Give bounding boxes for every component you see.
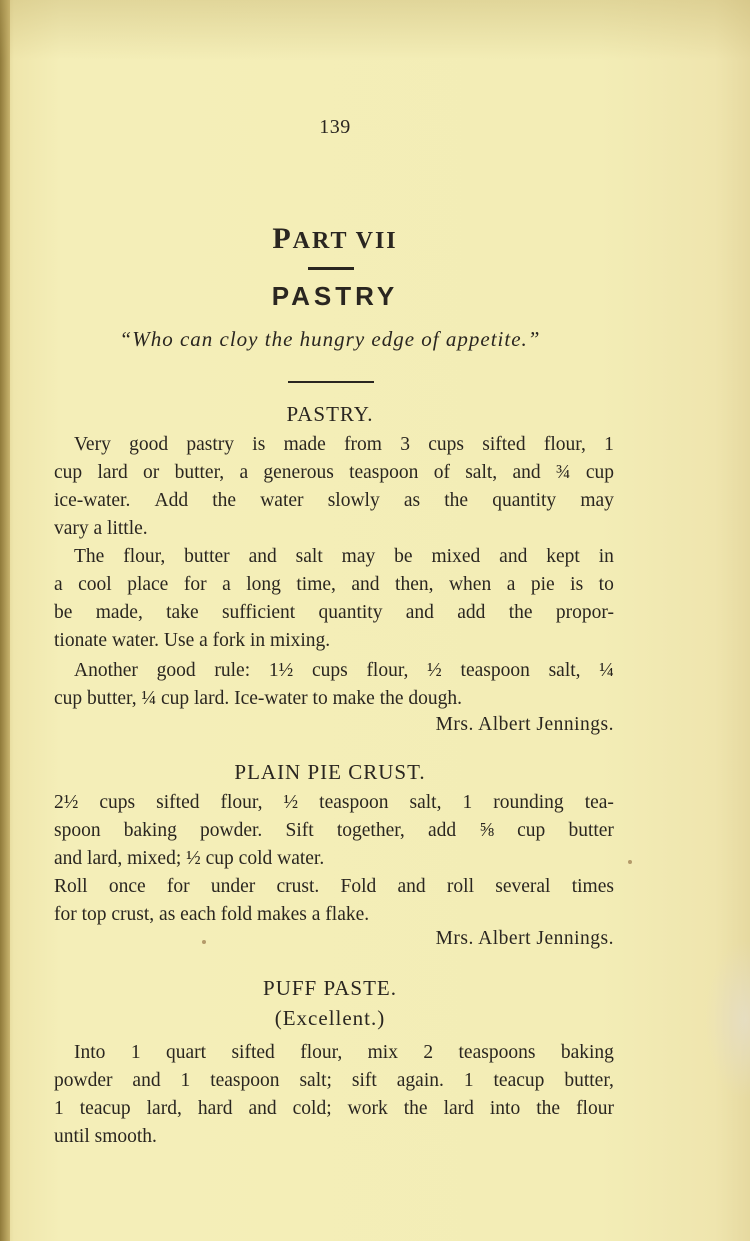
recipe-signature: Mrs. Albert Jennings.: [435, 928, 614, 949]
word: 1: [54, 1098, 64, 1119]
word: good: [156, 660, 196, 681]
word: sifted: [156, 792, 200, 813]
word: salt;: [299, 1070, 332, 1091]
text-line: [54, 818, 614, 844]
word: Fold: [340, 876, 377, 897]
word: work: [347, 1098, 388, 1119]
word: or: [143, 462, 160, 483]
word: butter,: [174, 462, 225, 483]
word: ¾: [555, 462, 571, 483]
word: cup: [517, 820, 546, 841]
part-heading: [0, 222, 670, 256]
word: quantity: [492, 490, 557, 511]
word: mixed: [431, 546, 481, 567]
word: long: [246, 574, 281, 595]
word: ½: [283, 792, 299, 813]
recipe-subtitle: (Excellent.): [274, 1006, 386, 1030]
word: cups: [311, 660, 348, 681]
word: teaspoons: [458, 1042, 536, 1063]
word: the: [212, 490, 237, 511]
text-line: [74, 432, 614, 458]
word: together,: [336, 820, 405, 841]
word: butter: [184, 546, 230, 567]
paper-stain: [705, 940, 750, 1100]
word: the: [536, 1098, 561, 1119]
word: be: [54, 602, 73, 623]
word: for: [166, 876, 190, 897]
word: sift: [351, 1070, 377, 1091]
word: flour: [576, 1098, 614, 1119]
text-line: [74, 1040, 614, 1066]
word: cold;: [292, 1098, 332, 1119]
page-number: 139: [319, 116, 351, 138]
word: rounding: [493, 792, 564, 813]
text-line: [54, 790, 614, 816]
word: sifted: [482, 434, 526, 455]
word: lard,: [146, 1098, 182, 1119]
word: water: [260, 490, 304, 511]
text-line: [54, 1068, 614, 1094]
paper-speck: [628, 860, 632, 864]
word: cool: [78, 574, 112, 595]
recipe-signature: Mrs. Albert Jennings.: [435, 714, 614, 735]
word: mix: [367, 1042, 398, 1063]
text-line: [54, 874, 614, 900]
word: the: [508, 602, 533, 623]
word: ¼: [599, 660, 614, 681]
word: the: [403, 1098, 428, 1119]
word: 3: [400, 434, 410, 455]
word: and: [405, 602, 434, 623]
word: again.: [396, 1070, 444, 1091]
word: roll: [446, 876, 474, 897]
word: from: [344, 434, 382, 455]
word: in: [598, 546, 614, 567]
word: good: [129, 434, 169, 455]
word: 1: [604, 434, 614, 455]
word: 1: [463, 1070, 474, 1091]
epigraph: “Who can cloy the hungry edge of appetite.”: [119, 327, 541, 351]
text-line: for top crust, as each fold makes a flake.: [54, 904, 370, 925]
word: salt,: [548, 660, 581, 681]
word: when: [448, 574, 492, 595]
text-line: [54, 600, 614, 626]
word: 1: [180, 1070, 191, 1091]
word: 1: [462, 792, 473, 813]
word: several: [495, 876, 551, 897]
word: cups: [99, 792, 136, 813]
word: and: [397, 876, 426, 897]
word: time,: [296, 574, 336, 595]
word: hard: [197, 1098, 233, 1119]
word: salt,: [465, 462, 498, 483]
word: and: [248, 546, 277, 567]
text-line: [54, 1096, 614, 1122]
text-line: [74, 658, 614, 684]
word: The: [74, 546, 105, 567]
word: powder: [54, 1070, 113, 1091]
word: sufficient: [221, 602, 296, 623]
text-line: [54, 572, 614, 598]
word: cups: [428, 434, 464, 455]
word: ⅝: [479, 820, 494, 841]
word: baking: [123, 820, 177, 841]
word: pastry: [186, 434, 235, 455]
word: as: [403, 490, 421, 511]
recipe-title: PASTRY.: [286, 402, 374, 426]
word: place: [127, 574, 169, 595]
word: flour,: [366, 660, 409, 681]
word: a: [54, 574, 63, 595]
word: kept: [546, 546, 580, 567]
section-title: PASTRY: [271, 281, 399, 311]
word: butter: [568, 820, 614, 841]
word: ice-water.: [54, 490, 131, 511]
word: teaspoon: [349, 462, 419, 483]
word: cup: [585, 462, 614, 483]
word: Very: [74, 434, 111, 455]
text-line: [54, 460, 614, 486]
word: a: [506, 574, 516, 595]
word: quantity: [318, 602, 383, 623]
word: 1½: [268, 660, 294, 681]
word: made,: [95, 602, 143, 623]
word: and: [132, 1070, 161, 1091]
text-line: vary a little.: [54, 518, 148, 539]
word: spoon: [54, 820, 101, 841]
paper-speck: [202, 940, 206, 944]
word: and: [499, 546, 528, 567]
word: Another: [74, 660, 138, 681]
word: flour,: [220, 792, 263, 813]
word: a: [222, 574, 231, 595]
word: teaspoon: [210, 1070, 280, 1091]
word: powder.: [200, 820, 263, 841]
word: slowly: [327, 490, 380, 511]
word: propor-: [555, 602, 614, 623]
recipe-title: PLAIN PIE CRUST.: [234, 760, 426, 784]
text-line: [54, 488, 614, 514]
word: quart: [165, 1042, 207, 1063]
word: once: [108, 876, 146, 897]
word: flour,: [300, 1042, 343, 1063]
word: generous: [263, 462, 334, 483]
word: teaspoon: [460, 660, 530, 681]
word: pie: [530, 574, 555, 595]
word: be: [394, 546, 413, 567]
text-line: tionate water. Use a fork in mixing.: [54, 630, 331, 651]
word: sifted: [231, 1042, 275, 1063]
word: flour,: [123, 546, 166, 567]
word: teacup: [493, 1070, 545, 1091]
word: tea-: [584, 792, 614, 813]
word: cup: [54, 462, 83, 483]
word: Add: [154, 490, 189, 511]
word: 2½: [54, 792, 79, 813]
word: then,: [395, 574, 434, 595]
word: Sift: [285, 820, 314, 841]
word: lard: [97, 462, 128, 483]
word: flour,: [543, 434, 586, 455]
word: is: [570, 574, 584, 595]
word: 2: [423, 1042, 434, 1063]
word: may: [580, 490, 614, 511]
word: lard: [443, 1098, 474, 1119]
word: to: [598, 574, 614, 595]
word: teaspoon: [319, 792, 389, 813]
word: into: [489, 1098, 521, 1119]
divider-rule: [288, 381, 374, 383]
word: of: [433, 462, 450, 483]
recipe-title: PUFF PASTE.: [263, 976, 397, 1000]
word: ½: [427, 660, 442, 681]
ornamental-rule: [308, 267, 354, 270]
word: 1: [130, 1042, 141, 1063]
word: baking: [560, 1042, 614, 1063]
word: teacup: [79, 1098, 131, 1119]
word: Into: [74, 1042, 106, 1063]
word: add: [457, 602, 486, 623]
word: take: [166, 602, 199, 623]
word: may: [341, 546, 376, 567]
text-line: and lard, mixed; ½ cup cold water.: [54, 848, 325, 869]
word: under: [210, 876, 256, 897]
part-heading-rest: ART VII: [292, 228, 398, 254]
word: Roll: [54, 876, 88, 897]
word: crust.: [276, 876, 320, 897]
word: is: [252, 434, 266, 455]
word: times: [571, 876, 614, 897]
word: salt: [295, 546, 323, 567]
word: and: [512, 462, 541, 483]
word: rule:: [214, 660, 251, 681]
word: salt,: [409, 792, 442, 813]
word: for: [183, 574, 207, 595]
word: and: [351, 574, 380, 595]
text-line: [74, 544, 614, 570]
text-line: until smooth.: [54, 1126, 157, 1147]
word: a: [239, 462, 249, 483]
word: made: [283, 434, 326, 455]
word: add: [427, 820, 457, 841]
text-line: cup butter, ¼ cup lard. Ice-water to make the dough.: [54, 688, 463, 709]
word: the: [444, 490, 469, 511]
part-heading-initial: P: [272, 222, 293, 255]
word: and: [248, 1098, 277, 1119]
word: butter,: [564, 1070, 614, 1091]
